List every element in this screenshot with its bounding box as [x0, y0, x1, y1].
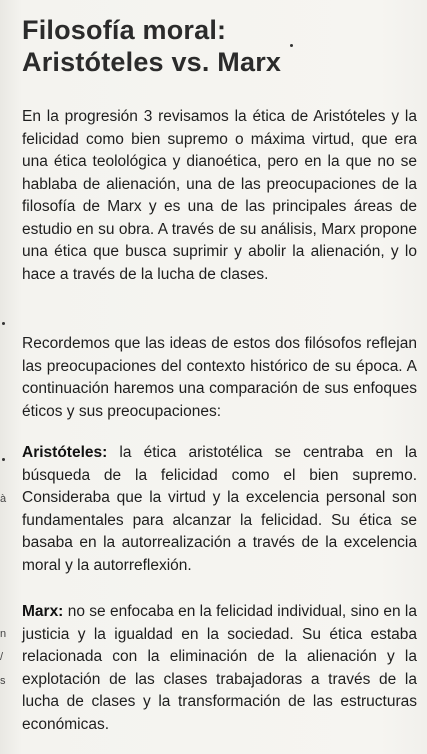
title-line-2: Aristóteles vs. Marx: [22, 47, 282, 77]
aristoteles-paragraph: [22, 442, 417, 577]
aristoteles-label: Aristóteles:: [22, 444, 108, 461]
gutter-mark: à: [0, 493, 7, 505]
gutter-mark: n: [0, 628, 7, 640]
intro-paragraph: En la progresión 3 revisamos la ética de Aristóteles y la felicidad como bien supremo o máxima virtud, que era una ética teolológica y dianoética, pero en la que no se hablaba de alienación, una de las preocupaciones de la filosofía de Marx y es una de las principales áreas de estudio en su obra. A través de su análisis, Marx propone una ética que busca suprimir y abolir la alienación, y lo hace a través de la lucha de clases.: [22, 108, 417, 283]
gutter-mark: s: [0, 675, 6, 687]
gutter-mark: /: [0, 651, 4, 663]
page-speck: [2, 322, 5, 325]
page-speck: [290, 44, 293, 47]
context-paragraph: Recordemos que las ideas de estos dos filósofos reflejan las preocupaciones del contexto histórico de su época. A continuación haremos una comparación de sus enfoques éticos y sus preocupaciones:: [22, 335, 417, 420]
aristoteles-text: la ética aristotélica se centraba en la búsqueda de la felicidad como el bien supremo. Consideraba que la virtud y la excelencia personal son fundamentales para alcanzar la felicidad. Su ética se basaba en la autorrealización a través de la excelencia moral y la autorreflexión.: [22, 444, 417, 574]
marx-label: Marx:: [22, 603, 64, 620]
title-line-1: Filosofía moral:: [22, 15, 227, 45]
page-speck: [2, 458, 5, 461]
marx-text: no se enfocaba en la felicidad individual, sino en la justicia y la igualdad en la sociedad. Su ética estaba relacionada con la eliminación de la alienación y la explotación de las clases trabajadoras a través de la lucha de clases y la transformación de las estructuras económicas.: [22, 603, 417, 733]
page-title: [22, 14, 281, 78]
marx-paragraph: [22, 601, 417, 736]
